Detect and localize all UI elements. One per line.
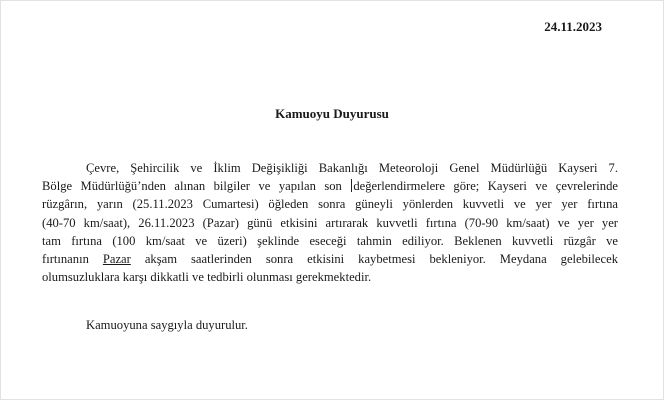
paragraph-line-2-end: değerlendirmelere göre; Kayseri ve çevrelerinde xyxy=(353,179,618,194)
paragraph-line-2 xyxy=(42,177,618,195)
paragraph-line-6-end: akşam saatlerinden sonra etkisini kaybetmesi bekleniyor. Meydana gelebilecek xyxy=(144,252,618,267)
paragraph-line-5: tam fırtına (100 km/saat ve üzeri) şeklinde eseceği tahmin ediliyor. Beklenen kuvvetli rüzgâr ve xyxy=(42,233,618,248)
underlined-word-pazar: Pazar xyxy=(102,252,131,267)
paragraph-line-6-start: fırtınanın xyxy=(42,252,89,267)
paragraph-line-3: rüzgârın, yarın (25.11.2023 Cumartesi) öğleden sonra güneyli yönlerden kuvvetli ve yer yer fırtına xyxy=(42,197,618,212)
paragraph-line-1: Çevre, Şehircilik ve İklim Değişikliği Bakanlığı Meteoroloji Genel Müdürlüğü Kayseri 7. xyxy=(86,161,618,175)
document-title: Kamuoyu Duyurusu xyxy=(275,106,389,121)
paragraph-line-2-start: Bölge Müdürlüğü’nden alınan bilgiler ve yapılan son xyxy=(42,179,342,194)
paragraph-line-6 xyxy=(42,250,618,268)
document-date: 24.11.2023 xyxy=(544,19,602,34)
announcement-paragraph xyxy=(42,159,618,286)
closing-line: Kamuoyuna saygıyla duyurulur. xyxy=(86,318,248,332)
paragraph-line-7: olumsuzluklara karşı dikkatli ve tedbirli olunması gerekmektedir. xyxy=(42,270,372,285)
paragraph-line-4: (40-70 km/saat), 26.11.2023 (Pazar) günü etkisini artırarak kuvvetli fırtına (70-90 km/saat) ve yer yer xyxy=(42,215,618,230)
